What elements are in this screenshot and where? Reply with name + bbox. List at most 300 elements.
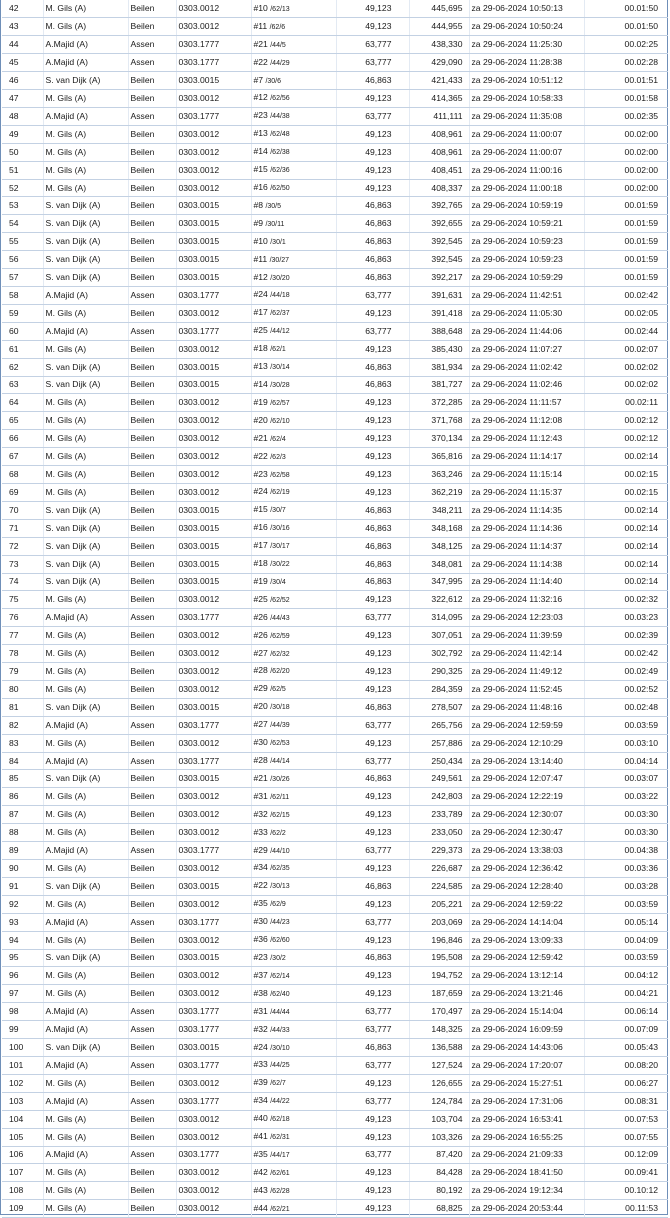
cell-distance: 49,123 (336, 125, 409, 143)
cell-time-difference: 00.01:50 (584, 0, 668, 18)
cell-member-id: 0303.0015 (176, 573, 251, 591)
cell-arrival-time: za 29-06-2024 11:35:08 (469, 107, 584, 125)
cell-location: Beilen (128, 0, 176, 18)
cell-ring (251, 877, 336, 895)
cell-distance: 46,863 (336, 269, 409, 287)
cell-fancier: M. Gils (A) (43, 895, 128, 913)
cell-position: 53 (2, 197, 43, 215)
cell-distance: 49,123 (336, 985, 409, 1003)
cell-distance: 49,123 (336, 466, 409, 484)
ring-suffix: /30/16 (270, 525, 290, 533)
ring-number: #42 (253, 1166, 268, 1177)
cell-member-id: 0303.1777 (176, 54, 251, 72)
ring-number: #19 (253, 396, 268, 407)
cell-ring (251, 1021, 336, 1039)
cell-speed: 445,695 (409, 0, 469, 18)
table-row (2, 519, 668, 537)
cell-arrival-time: za 29-06-2024 12:10:29 (469, 734, 584, 752)
cell-location: Assen (128, 1021, 176, 1039)
cell-speed: 392,765 (409, 197, 469, 215)
cell-position: 99 (2, 1021, 43, 1039)
ring-number: #27 (253, 647, 268, 658)
ring-number: #28 (253, 755, 268, 766)
cell-time-difference: 00.02:49 (584, 663, 668, 681)
ring-number: #7 (253, 74, 264, 85)
cell-time-difference: 00.03:59 (584, 949, 668, 967)
cell-distance: 49,123 (336, 161, 409, 179)
cell-member-id: 0303.0012 (176, 143, 251, 161)
cell-ring (251, 251, 336, 269)
cell-member-id: 0303.0012 (176, 860, 251, 878)
cell-arrival-time: za 29-06-2024 11:05:30 (469, 304, 584, 322)
cell-speed: 196,846 (409, 931, 469, 949)
cell-distance: 63,777 (336, 1146, 409, 1164)
table-row (2, 806, 668, 824)
ring-number: #22 (253, 880, 268, 891)
ring-suffix: /30/28 (270, 381, 290, 389)
cell-location: Beilen (128, 698, 176, 716)
cell-location: Beilen (128, 1200, 176, 1218)
ring-suffix: /62/57 (270, 399, 290, 407)
cell-fancier: M. Gils (A) (43, 1200, 128, 1218)
cell-fancier: S. van Dijk (A) (43, 555, 128, 573)
cell-fancier: M. Gils (A) (43, 1128, 128, 1146)
cell-position: 66 (2, 430, 43, 448)
cell-fancier: M. Gils (A) (43, 680, 128, 698)
ring-number: #22 (253, 450, 268, 461)
ring-number: #25 (253, 325, 268, 336)
cell-distance: 49,123 (336, 18, 409, 36)
cell-distance: 49,123 (336, 304, 409, 322)
cell-position: 75 (2, 591, 43, 609)
ring-number: #23 (253, 951, 268, 962)
cell-position: 91 (2, 877, 43, 895)
cell-distance: 49,123 (336, 663, 409, 681)
ring-suffix: /62/37 (270, 310, 290, 318)
cell-speed: 370,134 (409, 430, 469, 448)
cell-arrival-time: za 29-06-2024 17:20:07 (469, 1056, 584, 1074)
cell-fancier: M. Gils (A) (43, 1074, 128, 1092)
cell-location: Assen (128, 913, 176, 931)
ring-suffix: /62/4 (270, 435, 286, 443)
ring-number: #44 (253, 1202, 268, 1213)
cell-location: Beilen (128, 197, 176, 215)
cell-ring (251, 448, 336, 466)
table-row (2, 18, 668, 36)
cell-ring (251, 1092, 336, 1110)
cell-fancier: M. Gils (A) (43, 304, 128, 322)
cell-arrival-time: za 29-06-2024 11:02:42 (469, 358, 584, 376)
cell-position: 79 (2, 663, 43, 681)
cell-time-difference: 00.07:53 (584, 1110, 668, 1128)
cell-location: Beilen (128, 1182, 176, 1200)
ring-suffix: /30/2 (270, 954, 286, 962)
cell-location: Beilen (128, 537, 176, 555)
cell-distance: 49,123 (336, 412, 409, 430)
cell-ring (251, 54, 336, 72)
cell-arrival-time: za 29-06-2024 16:09:59 (469, 1021, 584, 1039)
cell-member-id: 0303.1777 (176, 322, 251, 340)
table-row (2, 860, 668, 878)
cell-time-difference: 00.03:59 (584, 895, 668, 913)
cell-location: Beilen (128, 645, 176, 663)
cell-arrival-time: za 29-06-2024 13:38:03 (469, 842, 584, 860)
cell-position: 87 (2, 806, 43, 824)
cell-arrival-time: za 29-06-2024 12:59:59 (469, 716, 584, 734)
ring-suffix: /62/59 (270, 632, 290, 640)
cell-position: 96 (2, 967, 43, 985)
cell-arrival-time: za 29-06-2024 13:09:33 (469, 931, 584, 949)
cell-fancier: S. van Dijk (A) (43, 501, 128, 519)
cell-location: Beilen (128, 448, 176, 466)
cell-location: Assen (128, 1056, 176, 1074)
cell-time-difference: 00.03:30 (584, 806, 668, 824)
table-row (2, 1021, 668, 1039)
ring-number: #19 (253, 575, 268, 586)
ring-suffix: /62/3 (270, 453, 286, 461)
cell-time-difference: 00.02:15 (584, 466, 668, 484)
ring-number: #12 (253, 92, 268, 103)
cell-time-difference: 00.01:59 (584, 233, 668, 251)
cell-time-difference: 00.02:39 (584, 627, 668, 645)
table-row (2, 430, 668, 448)
cell-speed: 381,934 (409, 358, 469, 376)
cell-location: Beilen (128, 860, 176, 878)
cell-arrival-time: za 29-06-2024 10:50:24 (469, 18, 584, 36)
cell-time-difference: 00.03:07 (584, 770, 668, 788)
cell-location: Assen (128, 1146, 176, 1164)
ring-suffix: /62/28 (270, 1187, 290, 1195)
cell-position: 100 (2, 1039, 43, 1057)
table-row (2, 591, 668, 609)
cell-position: 104 (2, 1110, 43, 1128)
cell-ring (251, 680, 336, 698)
cell-fancier: M. Gils (A) (43, 18, 128, 36)
ring-number: #24 (253, 486, 268, 497)
cell-ring (251, 788, 336, 806)
ring-number: #29 (253, 844, 268, 855)
cell-position: 49 (2, 125, 43, 143)
cell-location: Beilen (128, 985, 176, 1003)
cell-speed: 385,430 (409, 340, 469, 358)
cell-member-id: 0303.0012 (176, 90, 251, 108)
cell-member-id: 0303.1777 (176, 842, 251, 860)
cell-speed: 170,497 (409, 1003, 469, 1021)
cell-location: Assen (128, 36, 176, 54)
cell-ring (251, 537, 336, 555)
cell-ring (251, 107, 336, 125)
cell-location: Beilen (128, 1074, 176, 1092)
cell-position: 68 (2, 466, 43, 484)
cell-fancier: M. Gils (A) (43, 967, 128, 985)
cell-location: Beilen (128, 680, 176, 698)
table-row (2, 483, 668, 501)
cell-ring (251, 233, 336, 251)
cell-member-id: 0303.0015 (176, 519, 251, 537)
cell-arrival-time: za 29-06-2024 11:00:07 (469, 143, 584, 161)
ring-number: #22 (253, 56, 268, 67)
cell-member-id: 0303.0012 (176, 18, 251, 36)
table-row (2, 949, 668, 967)
cell-position: 54 (2, 215, 43, 233)
cell-member-id: 0303.0012 (176, 806, 251, 824)
cell-distance: 49,123 (336, 645, 409, 663)
cell-fancier: M. Gils (A) (43, 1164, 128, 1182)
table-row (2, 394, 668, 412)
ring-number: #24 (253, 289, 268, 300)
cell-position: 65 (2, 412, 43, 430)
cell-position: 109 (2, 1200, 43, 1218)
cell-member-id: 0303.0012 (176, 663, 251, 681)
cell-member-id: 0303.0012 (176, 591, 251, 609)
cell-speed: 372,285 (409, 394, 469, 412)
cell-speed: 284,359 (409, 680, 469, 698)
cell-speed: 392,217 (409, 269, 469, 287)
cell-distance: 49,123 (336, 680, 409, 698)
cell-position: 48 (2, 107, 43, 125)
cell-distance: 49,123 (336, 483, 409, 501)
cell-time-difference: 00.10:12 (584, 1182, 668, 1200)
cell-speed: 348,168 (409, 519, 469, 537)
cell-distance: 49,123 (336, 1164, 409, 1182)
table-row (2, 645, 668, 663)
ring-number: #23 (253, 468, 268, 479)
cell-speed: 392,655 (409, 215, 469, 233)
cell-fancier: S. van Dijk (A) (43, 358, 128, 376)
table-row (2, 734, 668, 752)
cell-fancier: M. Gils (A) (43, 591, 128, 609)
table-row (2, 125, 668, 143)
cell-fancier: M. Gils (A) (43, 1110, 128, 1128)
ring-suffix: /44/17 (270, 1151, 290, 1159)
cell-position: 88 (2, 824, 43, 842)
ring-suffix: /44/39 (270, 722, 290, 730)
cell-position: 63 (2, 376, 43, 394)
cell-arrival-time: za 29-06-2024 12:22:19 (469, 788, 584, 806)
cell-speed: 381,727 (409, 376, 469, 394)
cell-arrival-time: za 29-06-2024 11:11:57 (469, 394, 584, 412)
table-row (2, 412, 668, 430)
ring-number: #43 (253, 1184, 268, 1195)
cell-distance: 63,777 (336, 609, 409, 627)
table-row (2, 90, 668, 108)
cell-distance: 49,123 (336, 143, 409, 161)
table-row (2, 1110, 668, 1128)
ring-number: #21 (253, 432, 268, 443)
cell-position: 74 (2, 573, 43, 591)
cell-arrival-time: za 29-06-2024 11:14:35 (469, 501, 584, 519)
cell-distance: 63,777 (336, 913, 409, 931)
cell-time-difference: 00.02:00 (584, 125, 668, 143)
cell-member-id: 0303.0015 (176, 1039, 251, 1057)
ring-number: #26 (253, 611, 268, 622)
cell-time-difference: 00.07:09 (584, 1021, 668, 1039)
cell-time-difference: 00.02:14 (584, 448, 668, 466)
cell-time-difference: 00.02:14 (584, 537, 668, 555)
cell-time-difference: 00.02:35 (584, 107, 668, 125)
ring-suffix: /30/27 (269, 256, 290, 264)
cell-time-difference: 00.04:09 (584, 931, 668, 949)
cell-fancier: A.Majid (A) (43, 287, 128, 305)
cell-location: Beilen (128, 824, 176, 842)
cell-arrival-time: za 29-06-2024 18:41:50 (469, 1164, 584, 1182)
cell-speed: 224,585 (409, 877, 469, 895)
cell-member-id: 0303.0012 (176, 1182, 251, 1200)
ring-suffix: /30/1 (270, 238, 286, 246)
ring-suffix: /44/10 (270, 847, 290, 855)
cell-member-id: 0303.0015 (176, 949, 251, 967)
cell-ring (251, 18, 336, 36)
ring-suffix: /62/6 (269, 23, 286, 31)
cell-location: Beilen (128, 734, 176, 752)
cell-speed: 314,095 (409, 609, 469, 627)
cell-member-id: 0303.0015 (176, 233, 251, 251)
cell-speed: 408,961 (409, 125, 469, 143)
table-row (2, 501, 668, 519)
cell-position: 77 (2, 627, 43, 645)
table-row (2, 555, 668, 573)
cell-position: 70 (2, 501, 43, 519)
cell-speed: 187,659 (409, 985, 469, 1003)
cell-ring (251, 1164, 336, 1182)
cell-time-difference: 00.06:27 (584, 1074, 668, 1092)
cell-position: 57 (2, 269, 43, 287)
cell-fancier: S. van Dijk (A) (43, 519, 128, 537)
cell-distance: 49,123 (336, 860, 409, 878)
cell-speed: 414,365 (409, 90, 469, 108)
cell-distance: 49,123 (336, 430, 409, 448)
cell-location: Beilen (128, 72, 176, 90)
cell-distance: 49,123 (336, 90, 409, 108)
cell-ring (251, 161, 336, 179)
cell-fancier: M. Gils (A) (43, 985, 128, 1003)
cell-member-id: 0303.0015 (176, 269, 251, 287)
cell-speed: 194,752 (409, 967, 469, 985)
cell-member-id: 0303.1777 (176, 1021, 251, 1039)
table-row (2, 770, 668, 788)
cell-distance: 46,863 (336, 501, 409, 519)
table-row (2, 1092, 668, 1110)
cell-distance: 49,123 (336, 340, 409, 358)
cell-speed: 148,325 (409, 1021, 469, 1039)
cell-ring (251, 806, 336, 824)
ring-suffix: /62/13 (270, 5, 290, 13)
table-row (2, 251, 668, 269)
cell-time-difference: 00.02:02 (584, 376, 668, 394)
cell-distance: 49,123 (336, 967, 409, 985)
cell-speed: 392,545 (409, 251, 469, 269)
ring-suffix: /62/38 (270, 149, 290, 157)
cell-fancier: M. Gils (A) (43, 806, 128, 824)
ring-number: #14 (253, 378, 268, 389)
cell-speed: 429,090 (409, 54, 469, 72)
cell-position: 55 (2, 233, 43, 251)
cell-arrival-time: za 29-06-2024 10:59:23 (469, 233, 584, 251)
cell-speed: 362,219 (409, 483, 469, 501)
cell-ring (251, 1056, 336, 1074)
ring-number: #14 (253, 146, 268, 157)
cell-position: 108 (2, 1182, 43, 1200)
ring-number: #17 (253, 307, 268, 318)
ring-suffix: /62/7 (270, 1080, 286, 1088)
cell-member-id: 0303.0012 (176, 680, 251, 698)
cell-distance: 49,123 (336, 734, 409, 752)
cell-time-difference: 00.02:11 (584, 394, 668, 412)
table-row (2, 913, 668, 931)
cell-time-difference: 00.05:43 (584, 1039, 668, 1057)
cell-location: Beilen (128, 251, 176, 269)
cell-location: Beilen (128, 806, 176, 824)
cell-distance: 46,863 (336, 949, 409, 967)
ring-suffix: /62/60 (270, 937, 290, 945)
cell-distance: 46,863 (336, 1039, 409, 1057)
ring-suffix: /62/31 (270, 1134, 290, 1142)
cell-position: 101 (2, 1056, 43, 1074)
cell-member-id: 0303.1777 (176, 107, 251, 125)
cell-time-difference: 00.12:09 (584, 1146, 668, 1164)
ring-suffix: /30/10 (270, 1044, 290, 1052)
cell-position: 105 (2, 1128, 43, 1146)
cell-arrival-time: za 29-06-2024 12:28:40 (469, 877, 584, 895)
cell-location: Assen (128, 322, 176, 340)
table-row (2, 716, 668, 734)
cell-arrival-time: za 29-06-2024 11:14:37 (469, 537, 584, 555)
cell-position: 46 (2, 72, 43, 90)
cell-position: 51 (2, 161, 43, 179)
cell-position: 72 (2, 537, 43, 555)
cell-ring (251, 340, 336, 358)
cell-fancier: M. Gils (A) (43, 663, 128, 681)
table-row (2, 340, 668, 358)
ring-number: #27 (253, 719, 268, 730)
cell-speed: 391,418 (409, 304, 469, 322)
ring-number: #29 (253, 683, 268, 694)
cell-member-id: 0303.0015 (176, 555, 251, 573)
cell-position: 92 (2, 895, 43, 913)
cell-position: 60 (2, 322, 43, 340)
ring-number: #20 (253, 701, 268, 712)
cell-speed: 365,816 (409, 448, 469, 466)
cell-distance: 46,863 (336, 877, 409, 895)
ring-suffix: /30/11 (265, 220, 285, 228)
cell-arrival-time: za 29-06-2024 11:49:12 (469, 663, 584, 681)
cell-speed: 371,768 (409, 412, 469, 430)
cell-member-id: 0303.1777 (176, 1092, 251, 1110)
cell-location: Beilen (128, 788, 176, 806)
table-row (2, 143, 668, 161)
ring-number: #18 (253, 558, 268, 569)
ring-number: #16 (253, 182, 268, 193)
ring-number: #33 (253, 1059, 268, 1070)
cell-time-difference: 00.01:59 (584, 215, 668, 233)
table-row (2, 1182, 668, 1200)
cell-position: 52 (2, 179, 43, 197)
cell-fancier: S. van Dijk (A) (43, 376, 128, 394)
cell-speed: 229,373 (409, 842, 469, 860)
cell-ring (251, 555, 336, 573)
cell-arrival-time: za 29-06-2024 11:14:17 (469, 448, 584, 466)
cell-speed: 87,420 (409, 1146, 469, 1164)
cell-position: 73 (2, 555, 43, 573)
ring-number: #21 (253, 38, 268, 49)
cell-ring (251, 394, 336, 412)
cell-location: Beilen (128, 895, 176, 913)
cell-ring (251, 483, 336, 501)
ring-number: #30 (253, 916, 268, 927)
cell-time-difference: 00.02:12 (584, 430, 668, 448)
table-row (2, 36, 668, 54)
ring-number: #21 (253, 772, 268, 783)
